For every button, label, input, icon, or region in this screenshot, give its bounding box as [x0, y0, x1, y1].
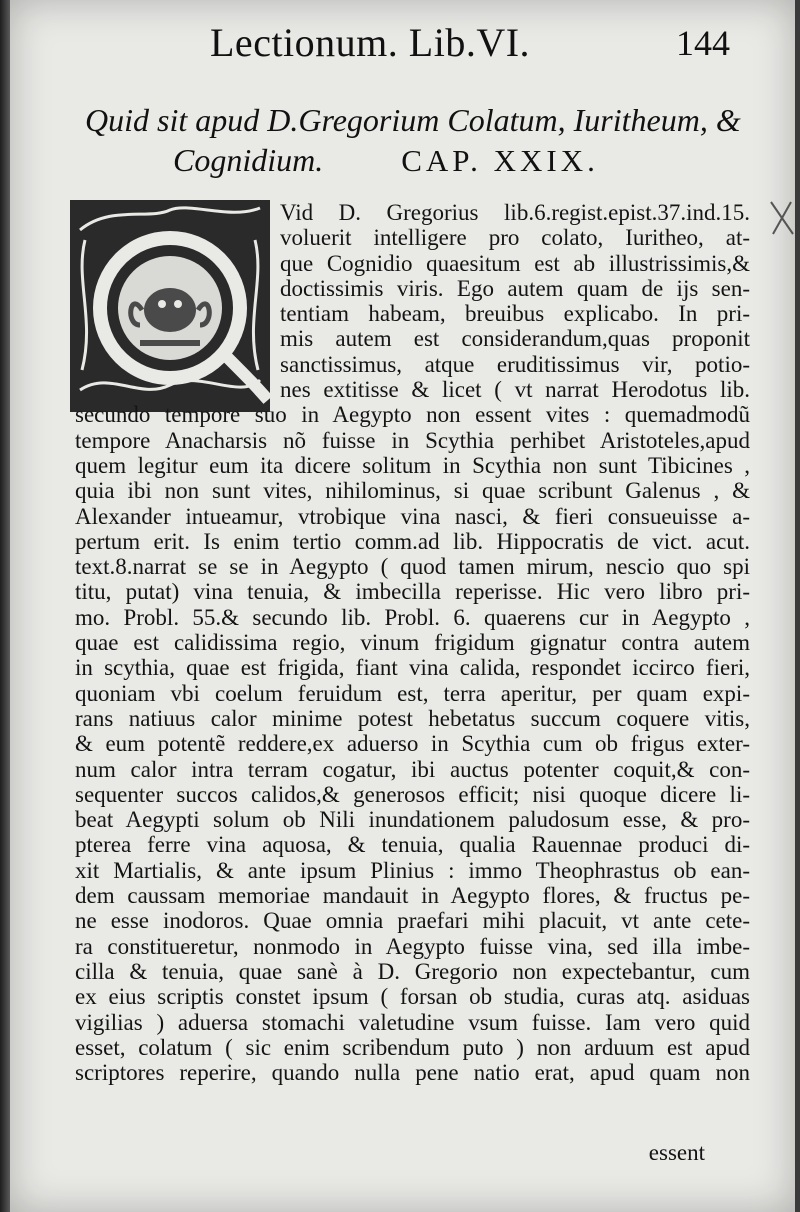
- text-line: nes extitisse & licet ( vt narrat Herodotus lib.: [280, 377, 750, 403]
- text-line: quia ibi non sunt vites, nihilominus, si quae scribunt Galenus , &: [75, 478, 750, 504]
- text-line: rans natiuus calor minime potest hebetatus succum coquere vitis,: [75, 705, 750, 731]
- text-line: titu, putat) vina tenuia, & imbecilla reperisse. Hic vero libro pri-: [75, 579, 750, 605]
- text-line: ex eius scriptis constet ipsum ( forsan ob studia, curas atq. asiduas: [75, 984, 750, 1010]
- text-line: Alexander intueamur, vtrobique vina nasci, & fieri consueuisse a-: [75, 503, 750, 529]
- text-line: beat Aegypti solum ob Nili inundationem paludosum esse, & pro-: [75, 807, 750, 833]
- book-spine-edge: [0, 0, 10, 1212]
- text-line: secundo tempore suo in Aegypto non essent vites : quemadmodũ: [75, 402, 750, 428]
- page-number: 144: [676, 23, 730, 63]
- text-line: in scythia, quae est frigida, fiant vina calida, respondet iccirco fieri,: [75, 655, 750, 681]
- chapter-title-word: Cognidium.: [173, 142, 324, 178]
- running-title: Lectionum. Lib.VI.: [210, 20, 531, 65]
- text-line: dem caussam memoriae mandauit in Aegypto flores, & fructus pe-: [75, 883, 750, 909]
- text-line: & eum potentẽ reddere,ex aduerso in Scythia cum ob frigus exter-: [75, 731, 750, 757]
- text-line: doctissimis viris. Ego autem quam de ijs sen-: [280, 275, 750, 301]
- chapter-title-line2: [85, 140, 750, 181]
- text-line: tempore Anacharsis nõ fuisse in Scythia perhibet Aristoteles,apud: [75, 427, 750, 453]
- text-line: Vid D. Gregorius lib.6.regist.epist.37.ind.15.: [280, 200, 750, 225]
- chapter-number: CAP. XXIX.: [401, 143, 599, 178]
- text-line: text.8.narrat se se in Aegypto ( quod tamen mirum, nescio quo spi: [75, 554, 750, 580]
- body-text: [75, 200, 750, 1085]
- text-line: mis autem est considerandum,quas proponit: [280, 326, 750, 352]
- catchword: essent: [648, 1140, 705, 1165]
- text-line: quoniam vbi coelum feruidum est, terra aperitur, per quam expi-: [75, 680, 750, 706]
- text-line: sequenter succos calidos,& generosos efficit; nisi quoque dicere li-: [75, 781, 750, 807]
- text-line: voluerit intelligere pro colato, Iuritheo, at-: [280, 225, 750, 251]
- handwritten-x-mark-icon: [767, 198, 795, 238]
- text-line: scriptores reperire, quando nulla pene natio erat, apud quam non: [75, 1060, 750, 1086]
- text-line: num calor intra terram cogatur, ibi auctus potenter coquit,& con-: [75, 756, 750, 782]
- text-line: cilla & tenuia, quae sanè à D. Gregorio non expectebantur, cum: [75, 958, 750, 984]
- book-page: [10, 0, 795, 1212]
- chapter-title-line1: Quid sit apud D.Gregorium Colatum, Iuritheum, &: [85, 102, 741, 138]
- text-line: sanctissimus, atque eruditissimus vir, potio-: [280, 351, 750, 377]
- text-line: quae est calidissima regio, vinum frigidum gignatur contra autem: [75, 630, 750, 656]
- text-line: ra constitueretur, nonmodo in Aegypto fuisse vina, sed illa imbe-: [75, 933, 750, 959]
- text-line: pterea ferre vina aquosa, & tenuia, qualia Rauennae produci di-: [75, 832, 750, 858]
- text-line: quem legitur eum ita dicere solitum in Scythia non sunt Tibicines ,: [75, 452, 750, 478]
- text-line: que Cognidio quaesitum est ab illustrissimis,&: [280, 250, 750, 276]
- text-line: esset, colatum ( sic enim scribendum puto ) non arduum est apud: [75, 1034, 750, 1060]
- text-line: vigilias ) aduersa stomachi valetudine vsum fuisse. Iam vero quid: [75, 1009, 750, 1035]
- text-line: ne esse inodoros. Quae omnia praefari mihi placuit, vt ante cete-: [75, 908, 750, 934]
- page-header: [210, 18, 750, 68]
- text-line: mo. Probl. 55.& secundo lib. Probl. 6. quaerens cur in Aegypto ,: [75, 604, 750, 630]
- text-line: tentiam habeam, breuibus explicabo. In pri-: [280, 301, 750, 327]
- chapter-heading: [85, 100, 750, 181]
- text-line: xit Martialis, & ante ipsum Plinius : immo Theophrastus ob ean-: [75, 857, 750, 883]
- text-line: pertum erit. Is enim tertio comm.ad lib. Hippocratis de vict. acut.: [75, 528, 750, 554]
